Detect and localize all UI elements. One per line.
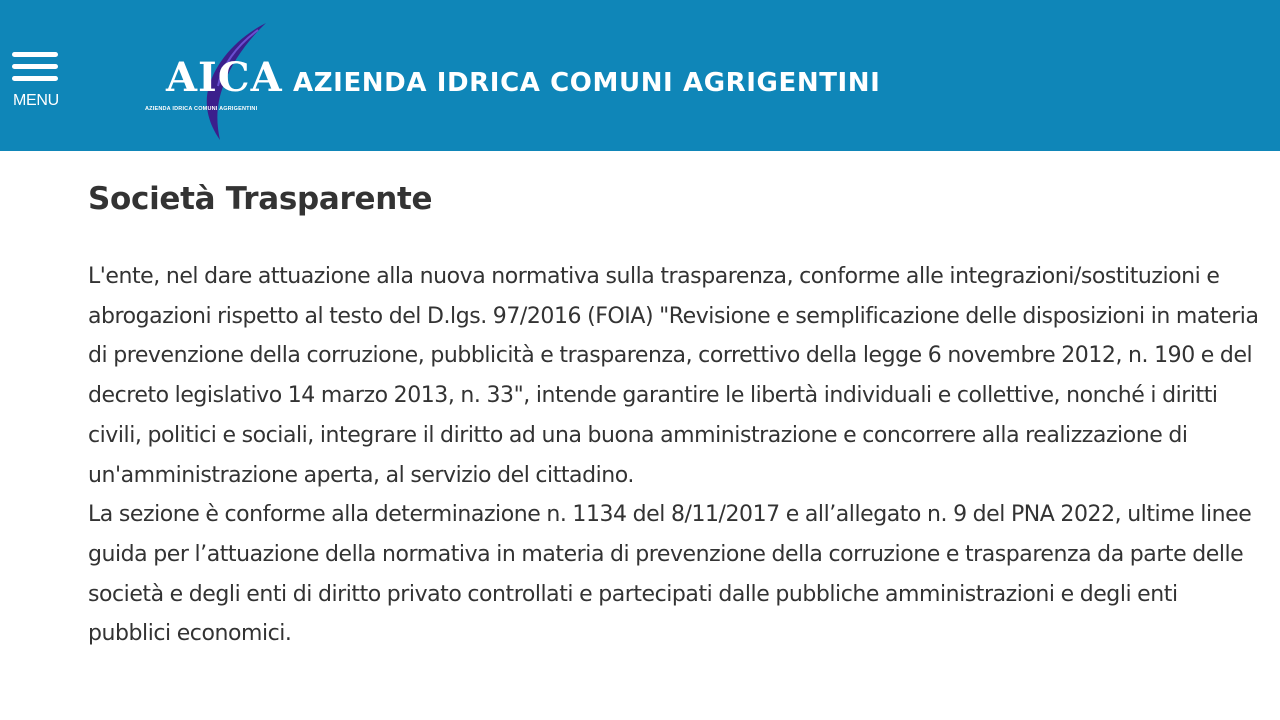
main-content bbox=[88, 151, 1260, 654]
site-logo[interactable] bbox=[140, 20, 910, 142]
hamburger-icon bbox=[12, 52, 62, 81]
paragraph-conformity: La sezione è conforme alla determinazione n. 1134 del 8/11/2017 e all’allegato n. 9 del PNA 2022, ultime linee guida per l’attuazione della normativa in materia di prevenzione della corruzione e trasparenza da parte delle società e degli enti di diritto privato controllati e partecipati dalle pubbliche amministrazioni e degli enti pubblici economici. bbox=[88, 502, 1252, 647]
paragraph-intro: L'ente, nel dare attuazione alla nuova normativa sulla trasparenza, conforme alle integrazioni/sostituzioni e abrogazioni rispetto al testo del D.lgs. 97/2016 (FOIA) "Revisione e semplificazione delle disposizioni in materia di prevenzione della corruzione, pubblicità e trasparenza, correttivo della legge 6 novembre 2012, n. 190 e del decreto legislativo 14 marzo 2013, n. 33", intende garantire le libertà individuali e collettive, nonché i diritti civili, politici e sociali, integrare il diritto ad una buona amministrazione e concorrere alla realizzazione di un'amministrazione aperta, al servizio del cittadino. bbox=[88, 264, 1259, 488]
logo-subtext: AZIENDA IDRICA COMUNI AGRIGENTINI bbox=[145, 106, 258, 112]
site-header bbox=[0, 0, 1280, 151]
logo-mark: AICA bbox=[166, 54, 283, 101]
menu-button[interactable] bbox=[12, 52, 62, 114]
site-title: AZIENDA IDRICA COMUNI AGRIGENTINI bbox=[293, 68, 881, 98]
menu-label: MENU bbox=[13, 92, 59, 109]
content-body bbox=[88, 257, 1260, 654]
page-title: Società Trasparente bbox=[88, 181, 433, 217]
